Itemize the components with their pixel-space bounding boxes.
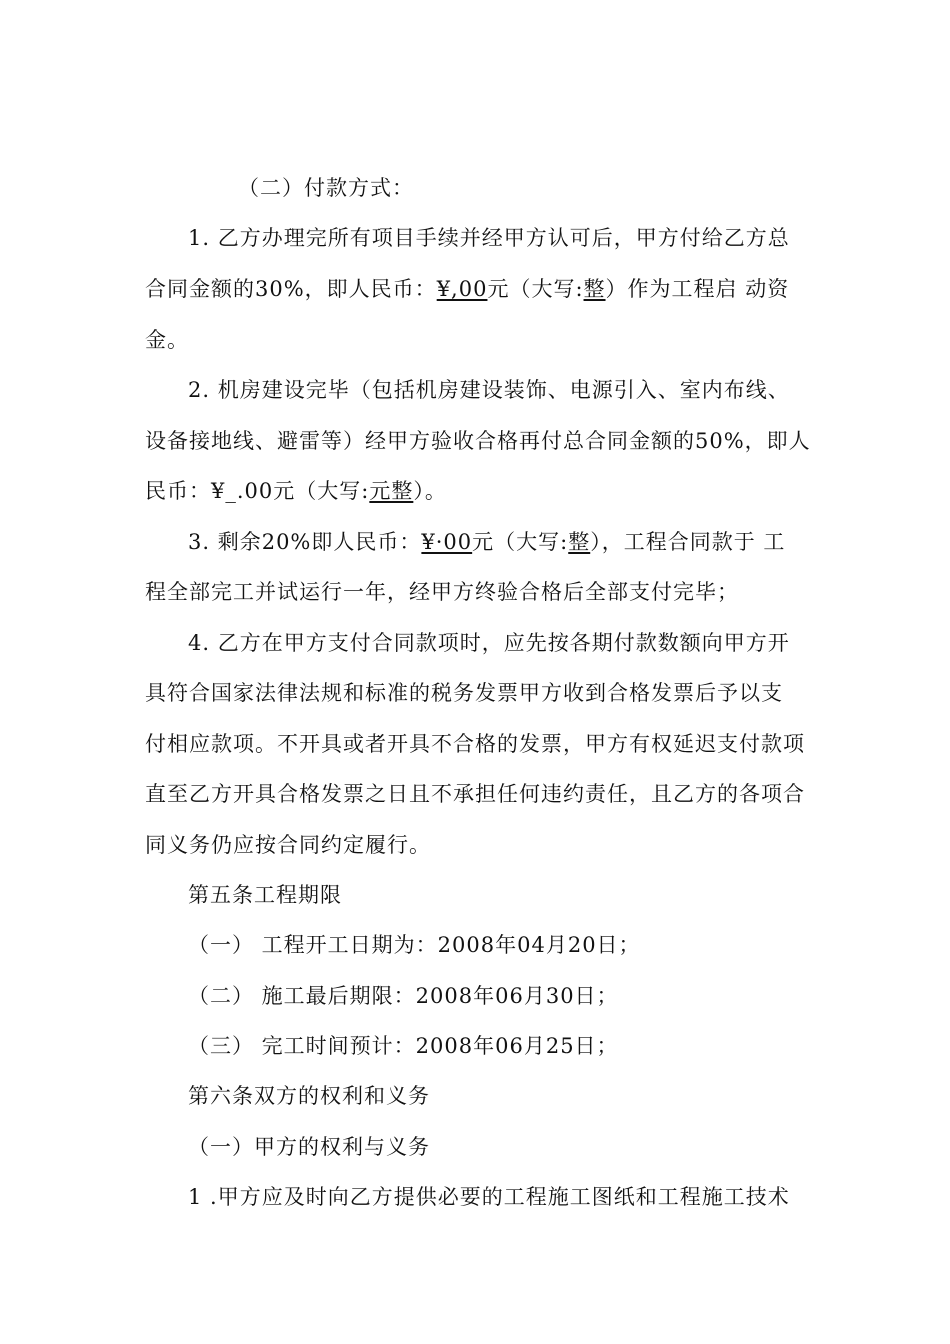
payment-item-4-line-3: 付相应款项。不开具或者开具不合格的发票，甲方有权延迟支付款项 xyxy=(145,732,805,756)
payment-item-4-line-4: 直至乙方开具合格发票之日且不承担任何违约责任，且乙方的各项合 xyxy=(145,782,805,806)
amount-in-words-blank: 整 xyxy=(583,277,606,301)
article-5-deadline: （二） 施工最后期限：2008年06月30日； xyxy=(188,984,619,1008)
article-6-item-1: 1 .甲方应及时向乙方提供必要的工程施工图纸和工程施工技术 xyxy=(188,1185,790,1209)
payment-item-4-line-1: 4. 乙方在甲方支付合同款项时，应先按各期付款数额向甲方开 xyxy=(188,631,790,655)
payment-item-2-line-1: 2. 机房建设完毕（包括机房建设装饰、电源引入、室内布线、 xyxy=(188,378,790,402)
text: ），工程合同款于 工 xyxy=(590,530,786,554)
article-6-title: 第六条双方的权利和义务 xyxy=(188,1084,430,1108)
amount-in-words-blank: 元整 xyxy=(369,479,414,503)
text: 合同金额的30%，即人民币： xyxy=(145,277,437,301)
text: 元（大写: xyxy=(273,479,370,503)
text: 元（大写: xyxy=(487,277,584,301)
payment-item-2-line-3 xyxy=(145,478,447,504)
article-5-start-date: （一） 工程开工日期为：2008年04月20日； xyxy=(188,933,641,957)
amount-blank: ¥·00 xyxy=(421,530,473,554)
article-5-estimate: （三） 完工时间预计：2008年06月25日； xyxy=(188,1034,619,1058)
article-6-subsection-1: （一）甲方的权利与义务 xyxy=(188,1135,430,1159)
amount-blank: ¥_.00 xyxy=(211,479,274,503)
text: ）作为工程启 动资 xyxy=(605,277,790,301)
text: ）。 xyxy=(413,479,447,503)
amount-blank: ¥,00 xyxy=(436,277,488,301)
payment-item-4-line-2: 具符合国家法律法规和标准的税务发票甲方收到合格发票后予以支 xyxy=(145,681,783,705)
payment-item-1-line-3: 金。 xyxy=(145,328,189,352)
payment-item-4-line-5: 同义务仍应按合同约定履行。 xyxy=(145,833,431,857)
payment-item-3-line-1 xyxy=(188,529,785,555)
payment-item-1-line-1: 1. 乙方办理完所有项目手续并经甲方认可后，甲方付给乙方总 xyxy=(188,226,790,250)
payment-item-3-line-2: 程全部完工并试运行一年，经甲方终验合格后全部支付完毕； xyxy=(145,580,739,604)
payment-item-1-line-2 xyxy=(145,276,789,302)
article-5-title: 第五条工程期限 xyxy=(188,883,342,907)
text: 元（大写: xyxy=(472,530,569,554)
payment-item-2-line-2: 设备接地线、避雷等）经甲方验收合格再付总合同金额的50%，即人 xyxy=(145,429,811,453)
text: 民币： xyxy=(145,479,211,503)
payment-heading: （二）付款方式： xyxy=(238,176,414,200)
amount-in-words-blank: 整 xyxy=(568,530,591,554)
text: 3. 剩余20%即人民币： xyxy=(188,530,422,554)
